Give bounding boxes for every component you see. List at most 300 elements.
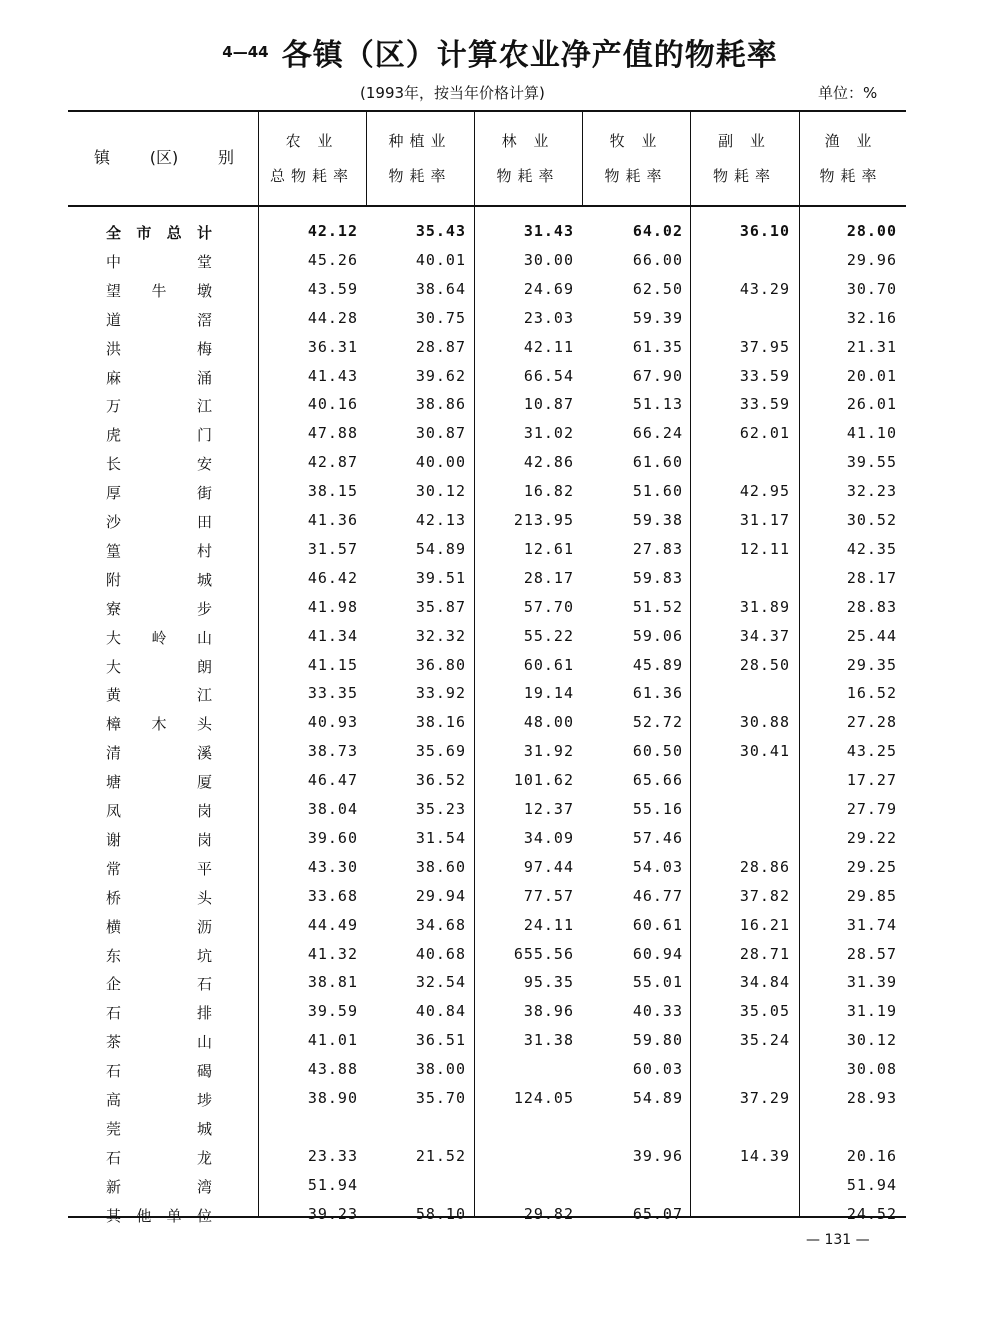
table-cell: 37.95 bbox=[739, 337, 790, 356]
table-cell: 34.84 bbox=[739, 973, 790, 992]
table-cell: 30.00 bbox=[523, 250, 574, 269]
table-cell: 55.22 bbox=[523, 626, 574, 645]
table-cell: 30.08 bbox=[846, 1060, 897, 1079]
row-label-char: 横 bbox=[106, 917, 122, 936]
table-cell: 38.64 bbox=[415, 279, 466, 298]
row-label bbox=[106, 453, 212, 474]
table-cell: 31.54 bbox=[415, 828, 466, 847]
table-cell: 38.16 bbox=[415, 713, 466, 732]
unit-label: 单位：% bbox=[818, 84, 878, 102]
row-label bbox=[106, 338, 212, 359]
column-header-line: 物耗率 bbox=[604, 167, 668, 185]
table-row bbox=[0, 309, 1000, 337]
table-cell: 51.52 bbox=[632, 597, 683, 616]
table-cell: 24.52 bbox=[846, 1204, 897, 1223]
table-cell: 67.90 bbox=[632, 366, 683, 385]
table-cell: 28.50 bbox=[739, 655, 790, 674]
table-row bbox=[0, 656, 1000, 684]
table-cell: 28.71 bbox=[739, 944, 790, 963]
table-cell: 29.96 bbox=[846, 250, 897, 269]
column-divider bbox=[582, 112, 583, 205]
row-label-char: 企 bbox=[106, 975, 122, 994]
column-header-forestry bbox=[478, 124, 578, 194]
table-cell: 36.80 bbox=[415, 655, 466, 674]
table-cell: 33.35 bbox=[307, 684, 358, 703]
row-label bbox=[106, 858, 212, 879]
table-cell: 27.79 bbox=[846, 800, 897, 818]
table-cell: 34.09 bbox=[523, 828, 574, 847]
row-label-char: 樟 bbox=[106, 715, 122, 734]
column-header-line: 牧 业 bbox=[609, 132, 663, 150]
table-cell: 45.89 bbox=[632, 655, 683, 674]
row-label-char: 中 bbox=[106, 252, 122, 271]
row-label bbox=[106, 1002, 212, 1023]
table-cell: 51.13 bbox=[632, 395, 683, 414]
table-cell: 21.52 bbox=[415, 1146, 466, 1165]
table-cell: 41.10 bbox=[846, 424, 897, 443]
table-cell: 55.01 bbox=[632, 973, 683, 992]
table-row bbox=[0, 742, 1000, 770]
table-cell: 46.42 bbox=[307, 568, 358, 587]
table-cell: 39.62 bbox=[415, 366, 466, 385]
table-cell: 57.70 bbox=[523, 597, 574, 616]
table-cell: 29.82 bbox=[523, 1204, 574, 1223]
row-label-char: 步 bbox=[196, 599, 212, 618]
row-label-char: 门 bbox=[196, 426, 212, 445]
table-cell: 41.36 bbox=[307, 511, 358, 529]
table-cell: 35.23 bbox=[415, 800, 466, 818]
row-label-char: 坑 bbox=[196, 946, 212, 965]
table-row bbox=[0, 829, 1000, 857]
table-cell: 31.39 bbox=[846, 973, 897, 992]
row-label bbox=[106, 1147, 212, 1168]
table-cell: 64.02 bbox=[632, 222, 683, 240]
table-row bbox=[0, 598, 1000, 626]
table-cell: 54.89 bbox=[632, 1089, 683, 1107]
table-cell: 14.39 bbox=[739, 1146, 790, 1165]
row-label-char: 茶 bbox=[106, 1033, 122, 1052]
table-cell: 40.33 bbox=[632, 1002, 683, 1021]
column-header-fishery bbox=[803, 124, 899, 194]
table-cell: 31.17 bbox=[739, 511, 790, 529]
table-cell: 26.01 bbox=[846, 395, 897, 414]
table-cell: 62.01 bbox=[739, 424, 790, 443]
table-cell: 23.33 bbox=[307, 1146, 358, 1165]
row-label bbox=[106, 511, 212, 532]
table-cell: 30.52 bbox=[846, 511, 897, 529]
table-cell: 51.94 bbox=[307, 1175, 358, 1194]
row-label bbox=[106, 1176, 212, 1197]
row-label-char: 道 bbox=[106, 310, 122, 329]
row-label-char: 桥 bbox=[106, 888, 122, 907]
table-cell: 30.75 bbox=[415, 308, 466, 327]
row-label bbox=[106, 771, 212, 792]
row-label-char: 石 bbox=[106, 1062, 122, 1081]
table-cell: 16.82 bbox=[523, 482, 574, 501]
table-cell: 28.17 bbox=[523, 568, 574, 587]
table-cell: 36.31 bbox=[307, 337, 358, 356]
table-cell: 30.41 bbox=[739, 742, 790, 761]
row-label-char: 田 bbox=[196, 513, 212, 531]
table-cell: 25.44 bbox=[846, 626, 897, 645]
row-label-char: 谢 bbox=[106, 830, 122, 849]
column-header-livestock bbox=[586, 124, 686, 194]
table-cell: 38.73 bbox=[307, 742, 358, 761]
table-cell: 66.00 bbox=[632, 250, 683, 269]
table-cell: 36.51 bbox=[415, 1031, 466, 1050]
table-cell: 30.12 bbox=[415, 482, 466, 501]
stub-header bbox=[94, 145, 234, 168]
row-label-char: 石 bbox=[106, 1148, 122, 1167]
table-row bbox=[0, 1002, 1000, 1030]
table-number: 4—44 bbox=[222, 43, 269, 61]
table-cell: 60.03 bbox=[632, 1060, 683, 1079]
table-subtitle: (1993年，按当年价格计算) bbox=[360, 84, 545, 102]
table-cell: 42.87 bbox=[307, 453, 358, 472]
row-label-char: 计 bbox=[196, 224, 212, 242]
column-header-line: 副 业 bbox=[718, 132, 771, 150]
table-cell: 42.35 bbox=[846, 539, 897, 558]
table-cell: 36.10 bbox=[739, 222, 790, 240]
row-label-char: 他 bbox=[136, 1206, 152, 1225]
table-cell: 34.37 bbox=[739, 626, 790, 645]
row-label-char: 清 bbox=[106, 744, 122, 763]
table-cell: 21.31 bbox=[846, 337, 897, 356]
row-label-char: 龙 bbox=[196, 1148, 212, 1167]
table-row bbox=[0, 858, 1000, 886]
table-cell: 24.69 bbox=[523, 279, 574, 298]
row-label-char: 牛 bbox=[151, 281, 167, 300]
column-header-line: 种植业 bbox=[388, 132, 452, 150]
table-row bbox=[0, 887, 1000, 915]
column-header-line: 农 业 bbox=[285, 132, 339, 150]
table-cell: 41.43 bbox=[307, 366, 358, 385]
row-label-char: 平 bbox=[196, 859, 212, 878]
column-header-line: 物耗率 bbox=[388, 167, 452, 185]
row-label bbox=[106, 569, 212, 590]
table-row bbox=[0, 482, 1000, 510]
row-label bbox=[106, 742, 212, 763]
table-row bbox=[0, 280, 1000, 308]
row-label-char: 长 bbox=[106, 455, 122, 474]
table-cell: 20.16 bbox=[846, 1146, 897, 1165]
row-label-char: 沙 bbox=[106, 513, 122, 531]
table-cell: 28.17 bbox=[846, 568, 897, 587]
table-cell: 38.15 bbox=[307, 482, 358, 501]
table-cell: 32.16 bbox=[846, 308, 897, 327]
table-cell: 19.14 bbox=[523, 684, 574, 703]
row-label-char: 墩 bbox=[196, 281, 212, 300]
table-cell: 39.60 bbox=[307, 828, 358, 847]
row-label bbox=[106, 1060, 212, 1081]
row-label-char: 石 bbox=[196, 975, 212, 994]
table-row bbox=[0, 684, 1000, 712]
table-cell: 35.24 bbox=[739, 1031, 790, 1050]
table-cell: 54.89 bbox=[415, 539, 466, 558]
table-cell: 29.94 bbox=[415, 886, 466, 905]
table-cell: 38.04 bbox=[307, 800, 358, 818]
table-cell: 39.51 bbox=[415, 568, 466, 587]
table-cell: 30.87 bbox=[415, 424, 466, 443]
table-row bbox=[0, 1031, 1000, 1059]
row-label-char: 堂 bbox=[196, 252, 212, 271]
row-label-char: 梅 bbox=[196, 339, 212, 358]
header-rule bbox=[68, 205, 906, 207]
table-cell: 61.36 bbox=[632, 684, 683, 703]
table-cell: 31.74 bbox=[846, 915, 897, 934]
table-cell: 39.96 bbox=[632, 1146, 683, 1165]
table-cell: 30.88 bbox=[739, 713, 790, 732]
row-label-char: 其 bbox=[106, 1206, 122, 1225]
row-label bbox=[106, 829, 212, 850]
row-label bbox=[106, 395, 212, 416]
column-header-line: 物耗率 bbox=[496, 167, 560, 185]
row-label-char: 岗 bbox=[196, 802, 212, 820]
table-row bbox=[0, 453, 1000, 481]
table-cell: 31.92 bbox=[523, 742, 574, 761]
row-label-char: 沥 bbox=[196, 917, 212, 936]
row-label-char: 虎 bbox=[106, 426, 122, 445]
table-cell: 42.11 bbox=[523, 337, 574, 356]
row-label-char: 东 bbox=[106, 946, 122, 965]
row-label-char: 市 bbox=[136, 224, 152, 242]
table-cell: 57.46 bbox=[632, 828, 683, 847]
row-label-char: 头 bbox=[196, 715, 212, 734]
row-label-char: 大 bbox=[106, 657, 122, 676]
top-rule bbox=[68, 110, 906, 112]
table-cell: 20.01 bbox=[846, 366, 897, 385]
table-row bbox=[0, 222, 1000, 250]
column-header-sideline bbox=[694, 124, 795, 194]
row-label-char: 篁 bbox=[106, 541, 122, 560]
table-cell: 45.26 bbox=[307, 250, 358, 269]
row-label-char: 莞 bbox=[106, 1119, 122, 1138]
row-label-char: 麻 bbox=[106, 368, 122, 387]
table-cell: 41.01 bbox=[307, 1031, 358, 1050]
table-row bbox=[0, 973, 1000, 1001]
table-row bbox=[0, 945, 1000, 973]
table-cell: 38.90 bbox=[307, 1089, 358, 1107]
table-cell: 43.59 bbox=[307, 279, 358, 298]
table-cell: 12.37 bbox=[523, 800, 574, 818]
row-label-char: 望 bbox=[106, 281, 122, 300]
row-label-char: 总 bbox=[166, 224, 182, 242]
table-cell: 10.87 bbox=[523, 395, 574, 414]
row-label-char: 石 bbox=[106, 1004, 122, 1023]
table-cell: 33.59 bbox=[739, 395, 790, 414]
row-label-char: 山 bbox=[196, 1033, 212, 1052]
table-row bbox=[0, 1089, 1000, 1117]
table-cell: 40.16 bbox=[307, 395, 358, 414]
row-label-char: 万 bbox=[106, 397, 122, 416]
row-label-char: 排 bbox=[196, 1004, 212, 1023]
row-label bbox=[106, 627, 212, 648]
table-cell: 38.60 bbox=[415, 857, 466, 876]
row-label-char: 碣 bbox=[196, 1062, 212, 1081]
row-label-char: 头 bbox=[196, 888, 212, 907]
column-header-line: 渔 业 bbox=[824, 132, 878, 150]
table-row bbox=[0, 424, 1000, 452]
table-cell: 65.07 bbox=[632, 1204, 683, 1223]
table-cell: 39.55 bbox=[846, 453, 897, 472]
table-cell: 61.35 bbox=[632, 337, 683, 356]
row-label-char: 位 bbox=[196, 1206, 212, 1225]
table-cell: 60.50 bbox=[632, 742, 683, 761]
table-row bbox=[0, 1060, 1000, 1088]
row-label-char: 附 bbox=[106, 570, 122, 589]
column-header-agri-total bbox=[262, 124, 362, 194]
table-cell: 38.86 bbox=[415, 395, 466, 414]
table-cell: 95.35 bbox=[523, 973, 574, 992]
table-cell: 124.05 bbox=[513, 1089, 574, 1107]
table-cell: 31.57 bbox=[307, 539, 358, 558]
table-cell: 43.29 bbox=[739, 279, 790, 298]
table-cell: 40.84 bbox=[415, 1002, 466, 1021]
table-cell: 97.44 bbox=[523, 857, 574, 876]
table-cell: 32.54 bbox=[415, 973, 466, 992]
row-label-char: 岭 bbox=[151, 628, 167, 647]
row-label-char: 常 bbox=[106, 859, 122, 878]
column-header-line: 林 业 bbox=[501, 132, 555, 150]
table-row bbox=[0, 1176, 1000, 1204]
row-label-char: 塘 bbox=[106, 773, 122, 792]
table-cell: 59.39 bbox=[632, 308, 683, 327]
table-cell: 65.66 bbox=[632, 771, 683, 790]
table-cell: 17.27 bbox=[846, 771, 897, 790]
row-label-char: 城 bbox=[196, 1119, 212, 1138]
row-label-char: 厚 bbox=[106, 484, 122, 503]
table-cell: 61.60 bbox=[632, 453, 683, 472]
row-label bbox=[106, 945, 212, 966]
table-cell: 60.61 bbox=[632, 915, 683, 934]
table-cell: 39.59 bbox=[307, 1002, 358, 1021]
row-label bbox=[106, 251, 212, 272]
column-header-line: 物耗率 bbox=[819, 167, 883, 185]
stub-header-part: 镇 bbox=[94, 148, 111, 167]
table-cell: 29.25 bbox=[846, 857, 897, 876]
table-cell: 29.85 bbox=[846, 886, 897, 905]
table-cell: 42.86 bbox=[523, 453, 574, 472]
row-label bbox=[106, 800, 212, 821]
page-number: — 131 — bbox=[806, 1232, 870, 1248]
table-cell: 66.24 bbox=[632, 424, 683, 443]
table-cell: 51.94 bbox=[846, 1175, 897, 1194]
table-cell: 27.28 bbox=[846, 713, 897, 732]
table-cell: 41.98 bbox=[307, 597, 358, 616]
table-cell: 28.93 bbox=[846, 1089, 897, 1107]
table-cell: 59.06 bbox=[632, 626, 683, 645]
row-label bbox=[106, 887, 212, 908]
table-cell: 35.87 bbox=[415, 597, 466, 616]
table-row bbox=[0, 713, 1000, 741]
row-label-char: 单 bbox=[166, 1206, 182, 1225]
row-label-char: 全 bbox=[106, 224, 122, 242]
table-cell: 59.83 bbox=[632, 568, 683, 587]
table-row bbox=[0, 395, 1000, 423]
table-cell: 30.70 bbox=[846, 279, 897, 298]
row-label bbox=[106, 656, 212, 677]
table-cell: 12.11 bbox=[739, 539, 790, 558]
row-label bbox=[106, 598, 212, 619]
table-cell: 51.60 bbox=[632, 482, 683, 501]
table-cell: 35.69 bbox=[415, 742, 466, 761]
table-row bbox=[0, 916, 1000, 944]
table-cell: 32.32 bbox=[415, 626, 466, 645]
row-label-char: 凤 bbox=[106, 802, 122, 820]
table-cell: 42.13 bbox=[415, 511, 466, 529]
row-label-char: 朗 bbox=[196, 657, 212, 676]
table-cell: 60.61 bbox=[523, 655, 574, 674]
table-cell: 16.21 bbox=[739, 915, 790, 934]
table-cell: 30.12 bbox=[846, 1031, 897, 1050]
row-label-char: 安 bbox=[196, 455, 212, 474]
table-cell: 58.10 bbox=[415, 1204, 466, 1223]
row-label bbox=[106, 222, 212, 243]
row-label-char: 黄 bbox=[106, 686, 122, 705]
table-cell: 27.83 bbox=[632, 539, 683, 558]
table-cell: 39.23 bbox=[307, 1204, 358, 1223]
table-cell: 34.68 bbox=[415, 915, 466, 934]
row-label bbox=[106, 684, 212, 705]
table-row bbox=[0, 1118, 1000, 1146]
table-cell: 12.61 bbox=[523, 539, 574, 558]
table-cell: 24.11 bbox=[523, 915, 574, 934]
table-cell: 32.23 bbox=[846, 482, 897, 501]
table-cell: 35.05 bbox=[739, 1002, 790, 1021]
table-cell: 28.00 bbox=[846, 222, 897, 240]
table-cell: 41.32 bbox=[307, 944, 358, 963]
table-cell: 213.95 bbox=[513, 511, 574, 529]
table-cell: 59.80 bbox=[632, 1031, 683, 1050]
table-cell: 23.03 bbox=[523, 308, 574, 327]
row-label bbox=[106, 973, 212, 994]
table-row bbox=[0, 338, 1000, 366]
row-label bbox=[106, 1031, 212, 1052]
table-cell: 31.43 bbox=[523, 222, 574, 240]
row-label bbox=[106, 540, 212, 561]
table-cell: 33.68 bbox=[307, 886, 358, 905]
table-row bbox=[0, 1147, 1000, 1175]
table-cell: 59.38 bbox=[632, 511, 683, 529]
table-cell: 40.00 bbox=[415, 453, 466, 472]
table-cell: 44.28 bbox=[307, 308, 358, 327]
row-label bbox=[106, 280, 212, 301]
row-label bbox=[106, 482, 212, 503]
row-label bbox=[106, 1118, 212, 1139]
row-label-char: 滘 bbox=[196, 310, 212, 329]
table-cell: 43.30 bbox=[307, 857, 358, 876]
table-row bbox=[0, 1205, 1000, 1233]
table-cell: 38.81 bbox=[307, 973, 358, 992]
table-row bbox=[0, 511, 1000, 539]
table-row bbox=[0, 251, 1000, 279]
row-label bbox=[106, 1205, 212, 1226]
row-label-char: 山 bbox=[196, 628, 212, 647]
row-label-char: 高 bbox=[106, 1091, 122, 1109]
row-label-char: 岗 bbox=[196, 830, 212, 849]
table-row bbox=[0, 627, 1000, 655]
table-cell: 43.88 bbox=[307, 1060, 358, 1079]
row-label-char: 江 bbox=[196, 397, 212, 416]
table-heading: 各镇（区）计算农业净产值的物耗率 bbox=[281, 38, 778, 73]
row-label-char: 村 bbox=[196, 541, 212, 560]
table-cell: 29.22 bbox=[846, 828, 897, 847]
row-label-char: 涌 bbox=[196, 368, 212, 387]
table-cell: 35.70 bbox=[415, 1089, 466, 1107]
table-cell: 29.35 bbox=[846, 655, 897, 674]
table-cell: 42.12 bbox=[307, 222, 358, 240]
row-label-char: 厦 bbox=[196, 773, 212, 792]
